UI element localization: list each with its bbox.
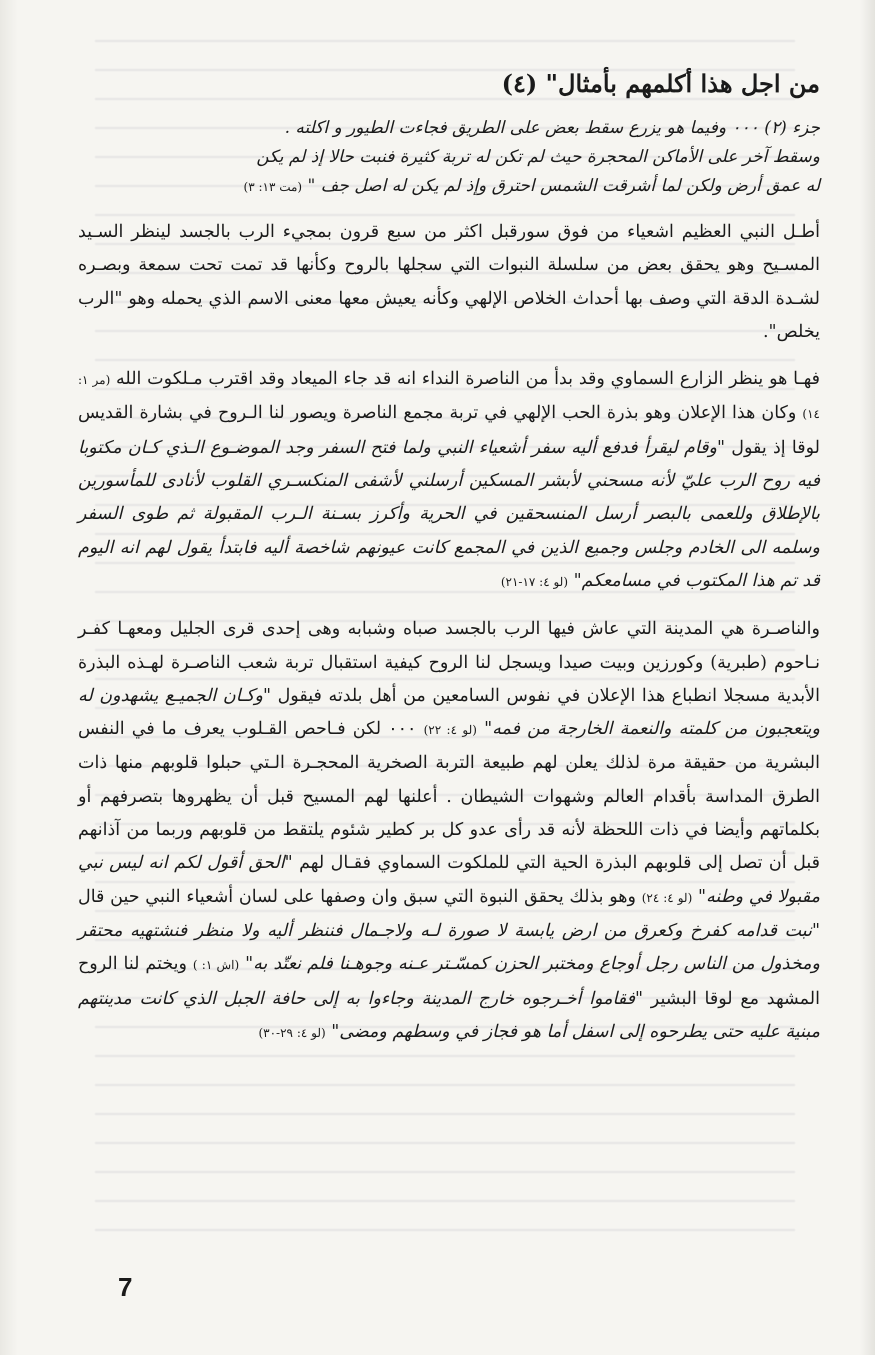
page-content (78, 68, 820, 1050)
p2-reference-1: (مر ١: ١٤) (78, 373, 820, 422)
page-number: 7 (118, 1272, 133, 1302)
p3-reference-4: (لو ٤: ٢٩-٣٠) (258, 1025, 326, 1040)
p3-text-g: ويختم لنا الروح المشهد مع لوقا البشير (78, 954, 820, 1009)
p3-text-c: ٠٠٠ لكن فـاحص القـلوب يعرف ما في النفس البشرية من حقيقة مرة لذلك يعلن لهم طبيعة التربة الصخرية المحجـرة الـتي حبلوا قلوبهم منها ذات الطرق المداسة بأقدام العالم وشهوات الشيطان . أعلنها لهم المسيح قبل أن يظهروها بتصرفهم أو بكلماتهم وأيضا في ذات اللحظة لأنه قد رأى عدو كل بر كطير شئوم يلتقط من قلوبهم وربما من آذانهم قبل أن تصل إلى قلوبهم البذرة الحية التي للملكوت السماوي فقـال لهم (78, 719, 820, 874)
p3-reference-1: (لو ٤: ٢٢) (423, 723, 477, 738)
p3-reference-2: (لو ٤: ٢٤) (641, 890, 693, 905)
p3-reference-3: (اش ١: ) (192, 958, 240, 973)
paragraph-sower (78, 363, 820, 599)
p3-quote-1: "وكـان الجميـع يشهدون له ويتعجبون من كلمته والنعمة الخارجة من فمه" (78, 685, 820, 740)
p3-quote-4: "فقاموا أخـرجوه خارج المدينة وجاءوا به إلى حافة الجبل الذي كانت مدينتهم مبنية عليه حتى يطرحوه إلى اسفل أما هو فجاز في وسطهم ومضى" (78, 988, 820, 1042)
p3-text-e: وهو بذلك يحقق النبوة التي سبق وان وصفها على لسان أشعياء النبي حين قال (78, 886, 636, 907)
intro-reference: (مت ١٣: ٣) (243, 180, 303, 194)
p2-text-b: وكان هذا الإعلان وهو بذرة الحب الإلهي في تربة مجمع الناصرة ويصور لنا الـروح في بشارة القديس لوقا إذ يقول (78, 403, 820, 458)
intro-line-2: وسقط آخر على الأماكن المحجرة حيث لم تكن له تربة كثيرة فنبت حالا إذ لم يكن (256, 147, 820, 167)
intro-line-3: له عمق أرض ولكن لما أشرقت الشمس احترق وإذ لم يكن له اصل جف " (307, 176, 820, 196)
scripture-intro (78, 114, 820, 202)
p2-quote: "وقام ليقرأ فدفع أليه سفر أشعياء النبي ولما فتح السفر وجد الموضـوع الـذي كـان مكتوبا فيه روح الرب عليّ لأنه مسحني لأبشر المسكين أرسلني لأشفى المنكسـري القلوب لأنادى للمأسورين بالإطلاق وللعمى بالبصر أرسل المنسحقين في الحرية وأكرز بسـنة الـرب المقبولة ثم طوى السفر وسلمه الى الخادم وجلس وجميع الذين في المجمع كانت عيونهم شاخصة أليه فابتدأ يقول لهم انه اليوم قد تم هذا المكتوب في مسامعكم" (78, 437, 820, 591)
page-title: من اجل هذا أكلمهم بأمثال" (٤) (501, 69, 820, 98)
p2-reference-2: (لو ٤: ١٧-٢١) (500, 574, 569, 589)
p3-quote-2: "الحق أقول لكم انه ليس نبي مقبولا في وطنه" (78, 853, 820, 907)
paragraph-nazareth (78, 613, 820, 1050)
p2-text-a: فهـا هو ينظر الزارع السماوي وقد بدأ من الناصرة النداء انه قد جاء الميعاد وقد اقترب مـلكوت الله (116, 369, 821, 390)
p3-quote-3: "نبت قدامه كفرخ وكعرق من ارض يابسة لا صورة لـه ولاجـمال فننظر أليه ولا منظر فنشتهيه محتقر ومخذول من الناس رجل أوجاع ومختبر الحزن كمسّـتر عـنه وجوهـنا فلم نعتّد به" (78, 920, 820, 975)
paragraph-isaiah: أطـل النبي العظيم اشعياء من فوق سورقبل اكثر من سبع قرون بمجيء الرب بالجسد لينظر السـيد المسـيح وهو يحقق بعض من سلسلة النبوات التي سجلها بالروح وكأنها قد تمت تحت سمعة وبصـره لشـدة الدقة التي وصف بها أحداث الخلاص الإلهي وكأنه يعيش معها معنى الاسم الذي يحمله وهو "الرب يخلص". (78, 222, 820, 342)
p3-text-a: والناصـرة هي المدينة التي عاش فيها الرب بالجسد صباه وشبابه وهى إحدى قرى الجليل ومعهـا كفـر نـاحوم (طبرية) وكورزين وبيت صيدا ويسجل لنا الروح كيفية استقبال تربة شعب الناصـرة لهـذه البذرة الأبدية مسجلا انطباع هذا الإعلان في نفوس السامعين من أهل بلدته فيقول (78, 619, 820, 706)
intro-line-1: جزء (٢) ٠٠٠ وفيما هو يزرع سقط بعض على الطريق فجاءت الطيور و اكلته . (284, 118, 820, 138)
